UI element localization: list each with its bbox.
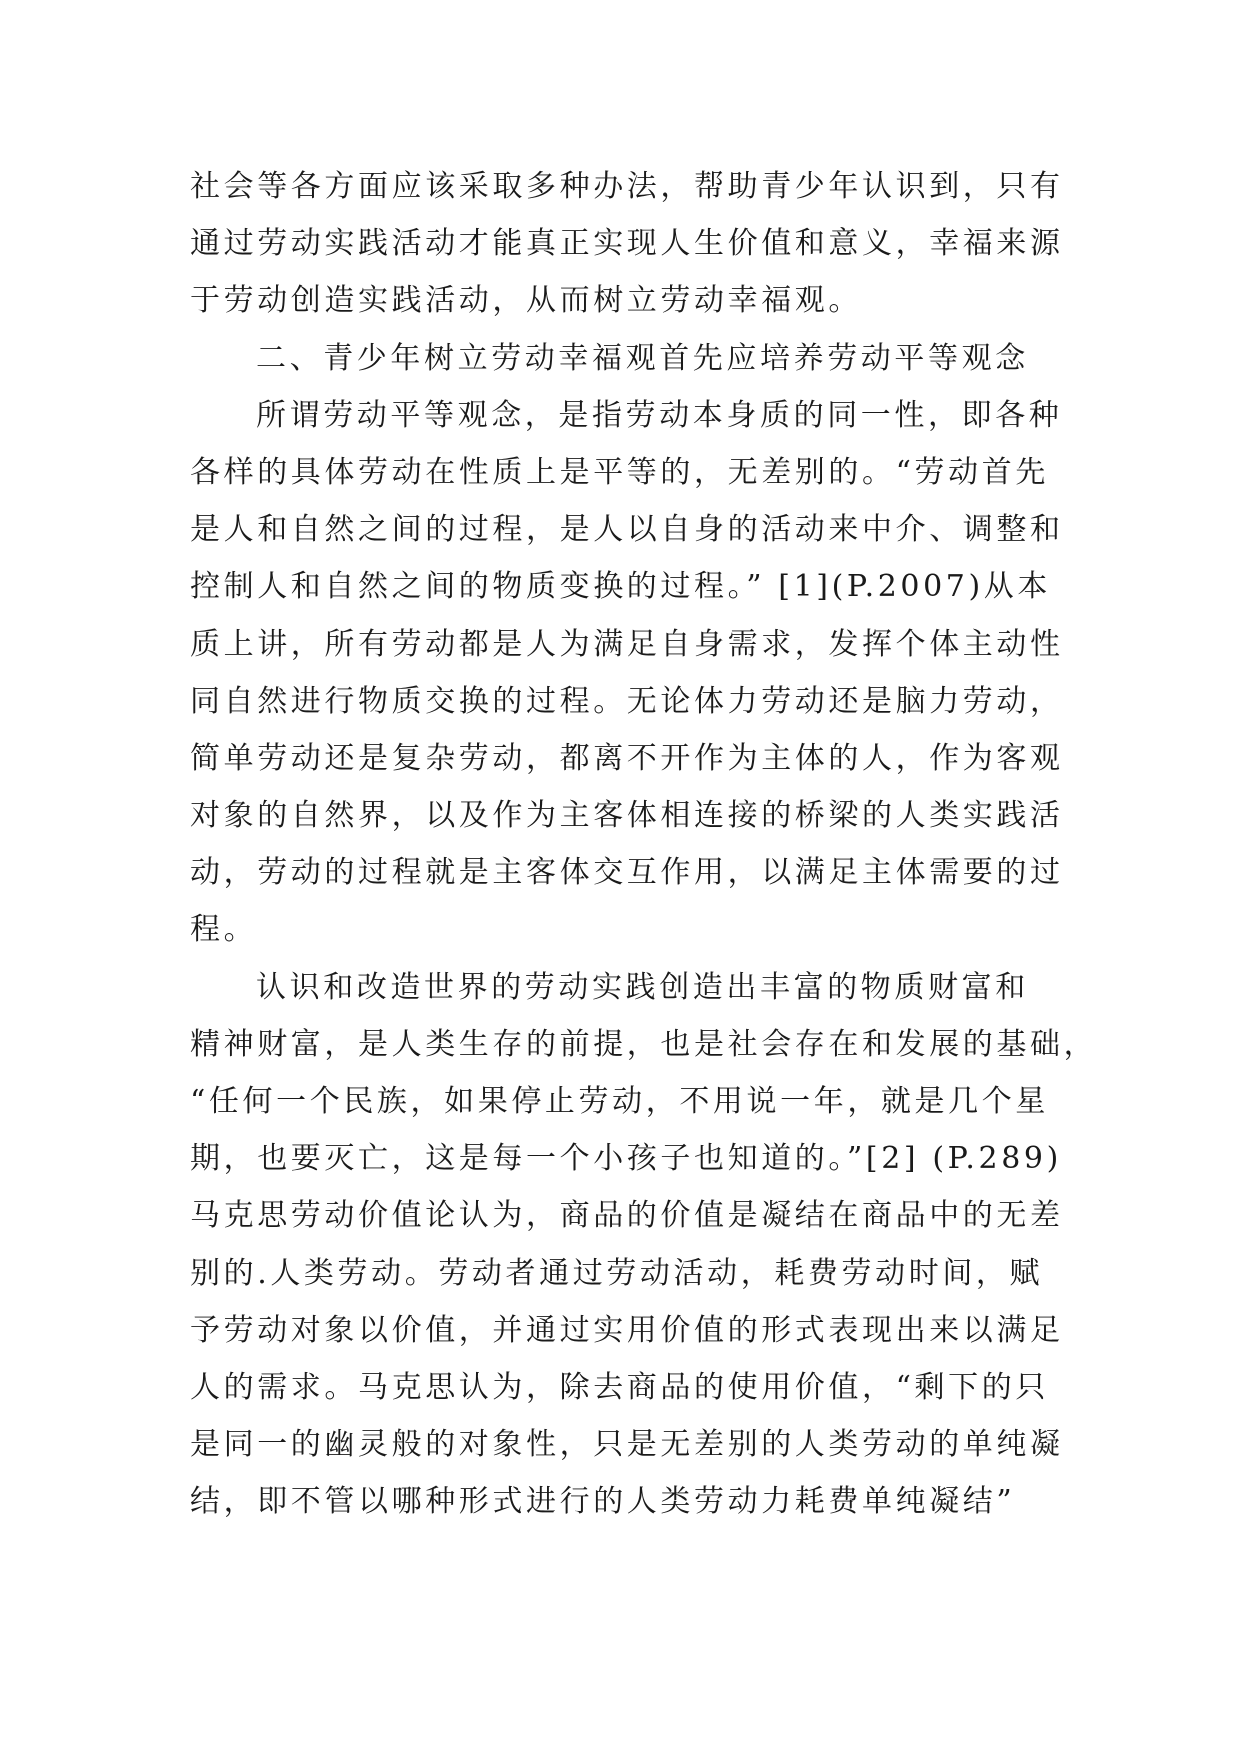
text-line: 期，也要灭亡，这是每一个小孩子也知道的。”[2] (P.289) — [190, 1141, 1062, 1177]
text-line: 予劳动对象以价值，并通过实用价值的形式表现出来以满足 — [190, 1312, 1064, 1348]
text-line: “任何一个民族，如果停止劳动，不用说一年，就是几个星 — [190, 1084, 1049, 1119]
text-line: 程。 — [190, 912, 258, 948]
text-line: 是同一的幽灵般的对象性，只是无差别的人类劳动的单纯凝 — [190, 1427, 1064, 1463]
text-line: 简单劳动还是复杂劳动，都离不开作为主体的人，作为客观 — [190, 740, 1064, 776]
text-line: 精神财富，是人类生存的前提，也是社会存在和发展的基础， — [190, 1026, 1098, 1062]
text-line: 对象的自然界，以及作为主客体相连接的桥梁的人类实践活 — [190, 798, 1064, 834]
text-line: 通过劳动实践活动才能真正实现人生价值和意义，幸福来源 — [190, 226, 1064, 262]
text-line: 是人和自然之间的过程，是人以自身的活动来中介、调整和 — [190, 512, 1064, 548]
text-line: 动，劳动的过程就是主客体交互作用，以满足主体需要的过 — [190, 855, 1064, 891]
text-line: 人的需求。马克思认为，除去商品的使用价值，“剩下的只 — [190, 1369, 1049, 1405]
text-line: 结，即不管以哪种形式进行的人类劳动力耗费单纯凝结” — [190, 1484, 1016, 1520]
body-text — [190, 158, 1098, 1531]
text-line: 所谓劳动平等观念，是指劳动本身质的同一性，即各种 — [256, 397, 1063, 433]
text-line: 马克思劳动价值论认为，商品的价值是凝结在商品中的无差 — [190, 1198, 1064, 1234]
text-line: 于劳动创造实践活动，从而树立劳动幸福观。 — [190, 283, 862, 319]
text-line: 同自然进行物质交换的过程。无论体力劳动还是脑力劳动， — [190, 683, 1064, 719]
text-line: 各样的具体劳动在性质上是平等的，无差别的。“劳动首先 — [190, 454, 1049, 490]
text-line: 质上讲，所有劳动都是人为满足自身需求，发挥个体主动性 — [190, 626, 1064, 662]
text-line: 认识和改造世界的劳动实践创造出丰富的物质财富和 — [256, 969, 1029, 1005]
text-line: 控制人和自然之间的物质变换的过程。” [1](P.2007)从本 — [190, 569, 1051, 605]
text-line: 社会等各方面应该采取多种办法，帮助青少年认识到，只有 — [190, 169, 1064, 204]
section-heading: 二、青少年树立劳动幸福观首先应培养劳动平等观念 — [256, 340, 1029, 376]
text-line: 别的.人类劳动。劳动者通过劳动活动，耗费劳动时间，赋 — [190, 1255, 1044, 1291]
